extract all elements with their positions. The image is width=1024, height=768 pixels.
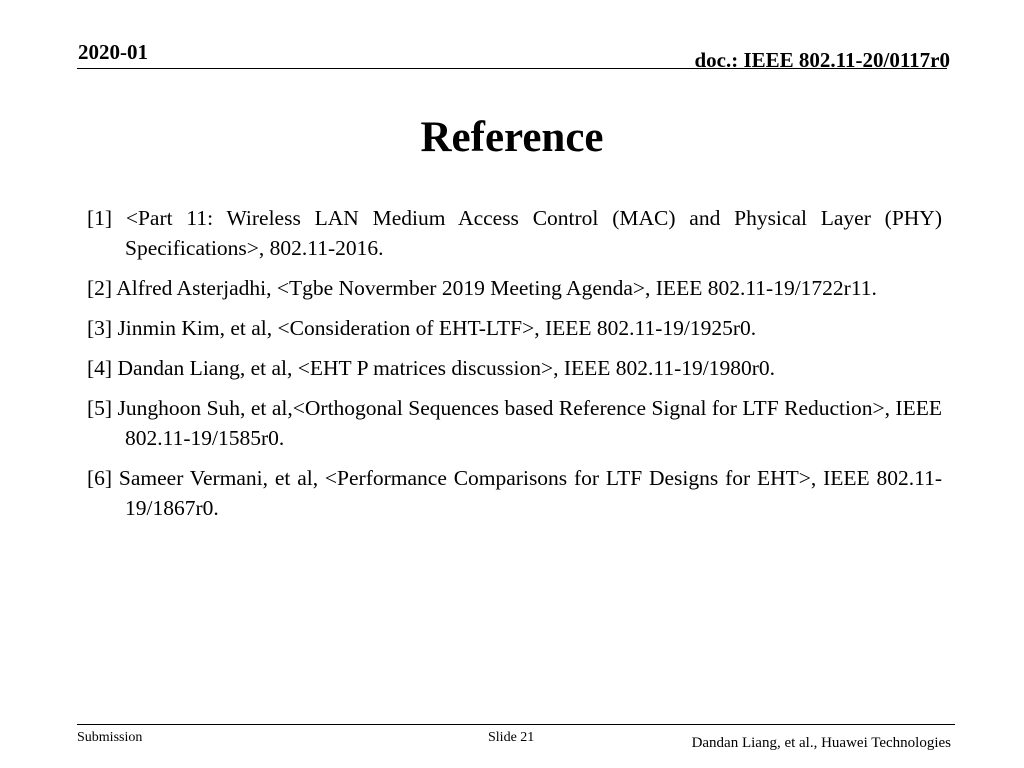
footer-divider xyxy=(77,724,955,725)
reference-item: [3] Jinmin Kim, et al, <Consideration of EHT-LTF>, IEEE 802.11-19/1925r0. xyxy=(87,316,757,340)
reference-item: [6] Sameer Vermani, et al, <Performance Comparisons for LTF Designs for EHT>, IEEE 802.11-19/1867r0. xyxy=(87,466,942,520)
reference-item: [5] Junghoon Suh, et al,<Orthogonal Sequences based Reference Signal for LTF Reduction>, IEEE 802.11-19/1585r0. xyxy=(87,396,942,450)
reference-item: [2] Alfred Asterjadhi, <Tgbe Novermber 2019 Meeting Agenda>, IEEE 802.11-19/1722r11. xyxy=(87,276,877,300)
header-doc-id: doc.: IEEE 802.11-20/0117r0 xyxy=(694,48,950,72)
reference-item: [4] Dandan Liang, et al, <EHT P matrices discussion>, IEEE 802.11-19/1980r0. xyxy=(87,356,776,380)
header-divider xyxy=(77,68,947,69)
header-date: 2020-01 xyxy=(78,40,148,64)
footer-authors: Dandan Liang, et al., Huawei Technologies xyxy=(691,735,951,751)
reference-item: [1] <Part 11: Wireless LAN Medium Access Control (MAC) and Physical Layer (PHY) Specifications>, 802.11-2016. xyxy=(87,206,942,260)
reference-list xyxy=(87,203,942,533)
footer-submission: Submission xyxy=(77,730,143,745)
page-title: Reference xyxy=(420,114,604,161)
footer-slide-number: Slide 21 xyxy=(488,730,535,745)
